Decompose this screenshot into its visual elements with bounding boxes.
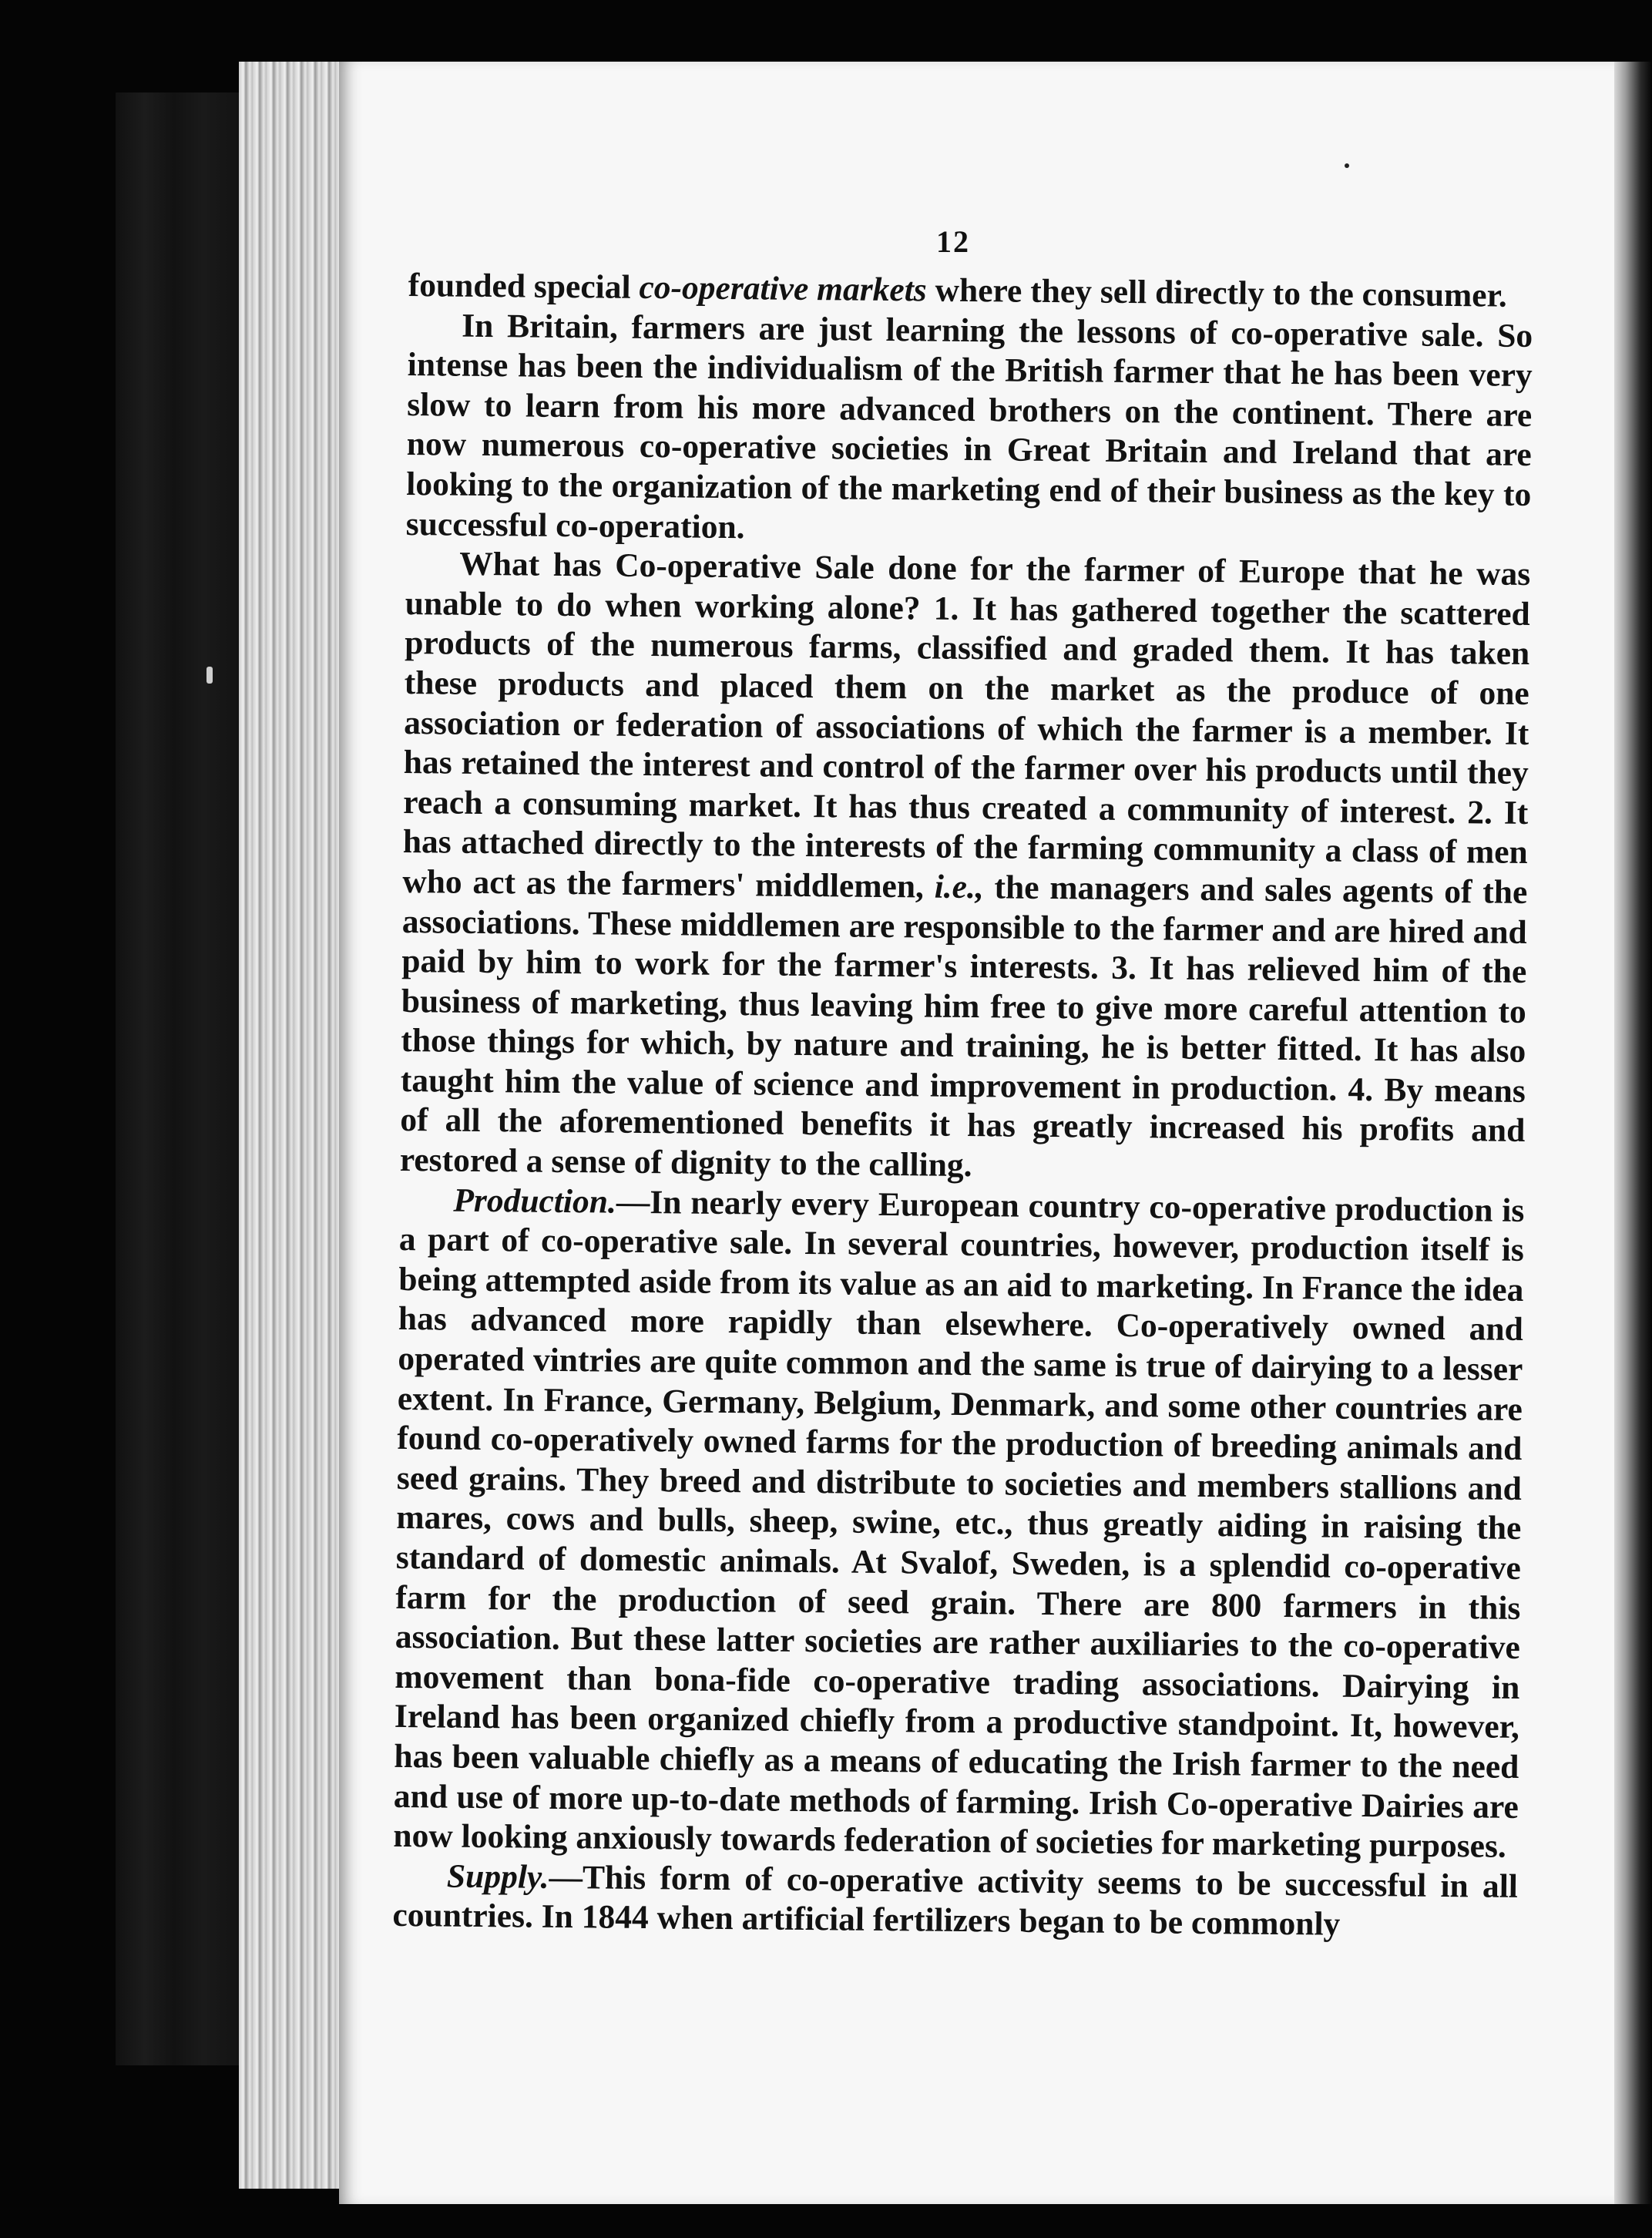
text-run: —This form of co-operative activity seems to be successful in all countries. In 1844 when artificial fertilizers began to be commonly — [392, 1858, 1519, 1944]
body-text — [392, 266, 1533, 1947]
text-run: What has Co-operative Sale done for the farmer of Europe that he was unable to do when working alone? 1. It has gathered together the scattered products of the numerous farms, classified and graded them. It has taken these products and placed them on the market as the produce of one association or federation of associations of which the farmer is a member. It has retained the interest and control of the farmer over his products until they reach a consuming market. It has thus created a community of interest. 2. It has attached directly to the interests of the farming community a class of men who act as the farmers' middlemen, — [402, 545, 1531, 906]
text-run-italic: co-operative markets — [639, 268, 927, 309]
paragraph-supply — [392, 1857, 1518, 1947]
text-run: where they sell directly to the consumer. — [926, 271, 1508, 314]
paragraph-production — [393, 1181, 1524, 1867]
page-stack-edges — [239, 62, 354, 2189]
text-run: the managers and sales agents of the associations. These middlemen are responsible to the farmer and are hired and paid by him to work for the farmer's interests. 3. It has relieved him of the business of marketing, thus leaving him free to give more careful attention to those things for which, by nature and training, he is better fitted. It has also taught him the value of science and improvement in production. 4. By means of all the aforementioned benefits it has greatly increased his profits and restored a sense of dignity to the calling. — [399, 869, 1528, 1185]
text-run: In Britain, farmers are just learning the lessons of co-operative sale. So intense has been the individualism of the British farmer that he has been very slow to learn from his more advanced brothers on the continent. There are now numerous co-operative societies in Great Britain and Ireland that are looking to the organization of the marketing end of their business as the key to successful co-operation. — [405, 307, 1533, 546]
text-run: founded special — [408, 266, 640, 306]
section-heading-supply: Supply. — [446, 1857, 549, 1896]
speck-mark — [1345, 163, 1349, 168]
section-heading-production: Production. — [453, 1181, 617, 1221]
text-run-italic: i.e., — [934, 868, 984, 906]
paragraph — [406, 306, 1533, 556]
page-number: 12 — [936, 224, 970, 259]
page-right-edge — [1614, 62, 1652, 2204]
margin-mark — [206, 667, 213, 684]
text-run: —In nearly every European country co-operative production is a part of co-operative sale. In several countries, however, production itself is being attempted aside from its value as an aid to marketing. In France the idea has advanced more rapidly than elsewhere. Co-operatively owned and operated vintries are quite common and the same is true of dairying to a lesser extent. In France, Germany, Belgium, Denmark, and some other countries are found co-operatively owned farms for the production of breeding animals and seed grains. They breed and distribute to societies and members stallions and mares, cows and bulls, sheep, swine, etc., thus greatly aiding in raising the standard of domestic animals. At Svalof, Sweden, is a splendid co-operative farm for the production of seed grain. There are 800 farmers in this association. But these latter societies are rather auxiliaries to the co-operative movement than bona-fide co-operative trading associations. Dairying in Ireland has been organized chiefly from a productive standpoint. It, however, has been valuable chiefly as a means of educating the Irish farmer to the need and use of more up-to-date methods of farming. Irish Co-operative Dairies are now looking anxiously towards federation of societies for marketing purposes. — [393, 1183, 1525, 1865]
paragraph — [400, 544, 1531, 1191]
